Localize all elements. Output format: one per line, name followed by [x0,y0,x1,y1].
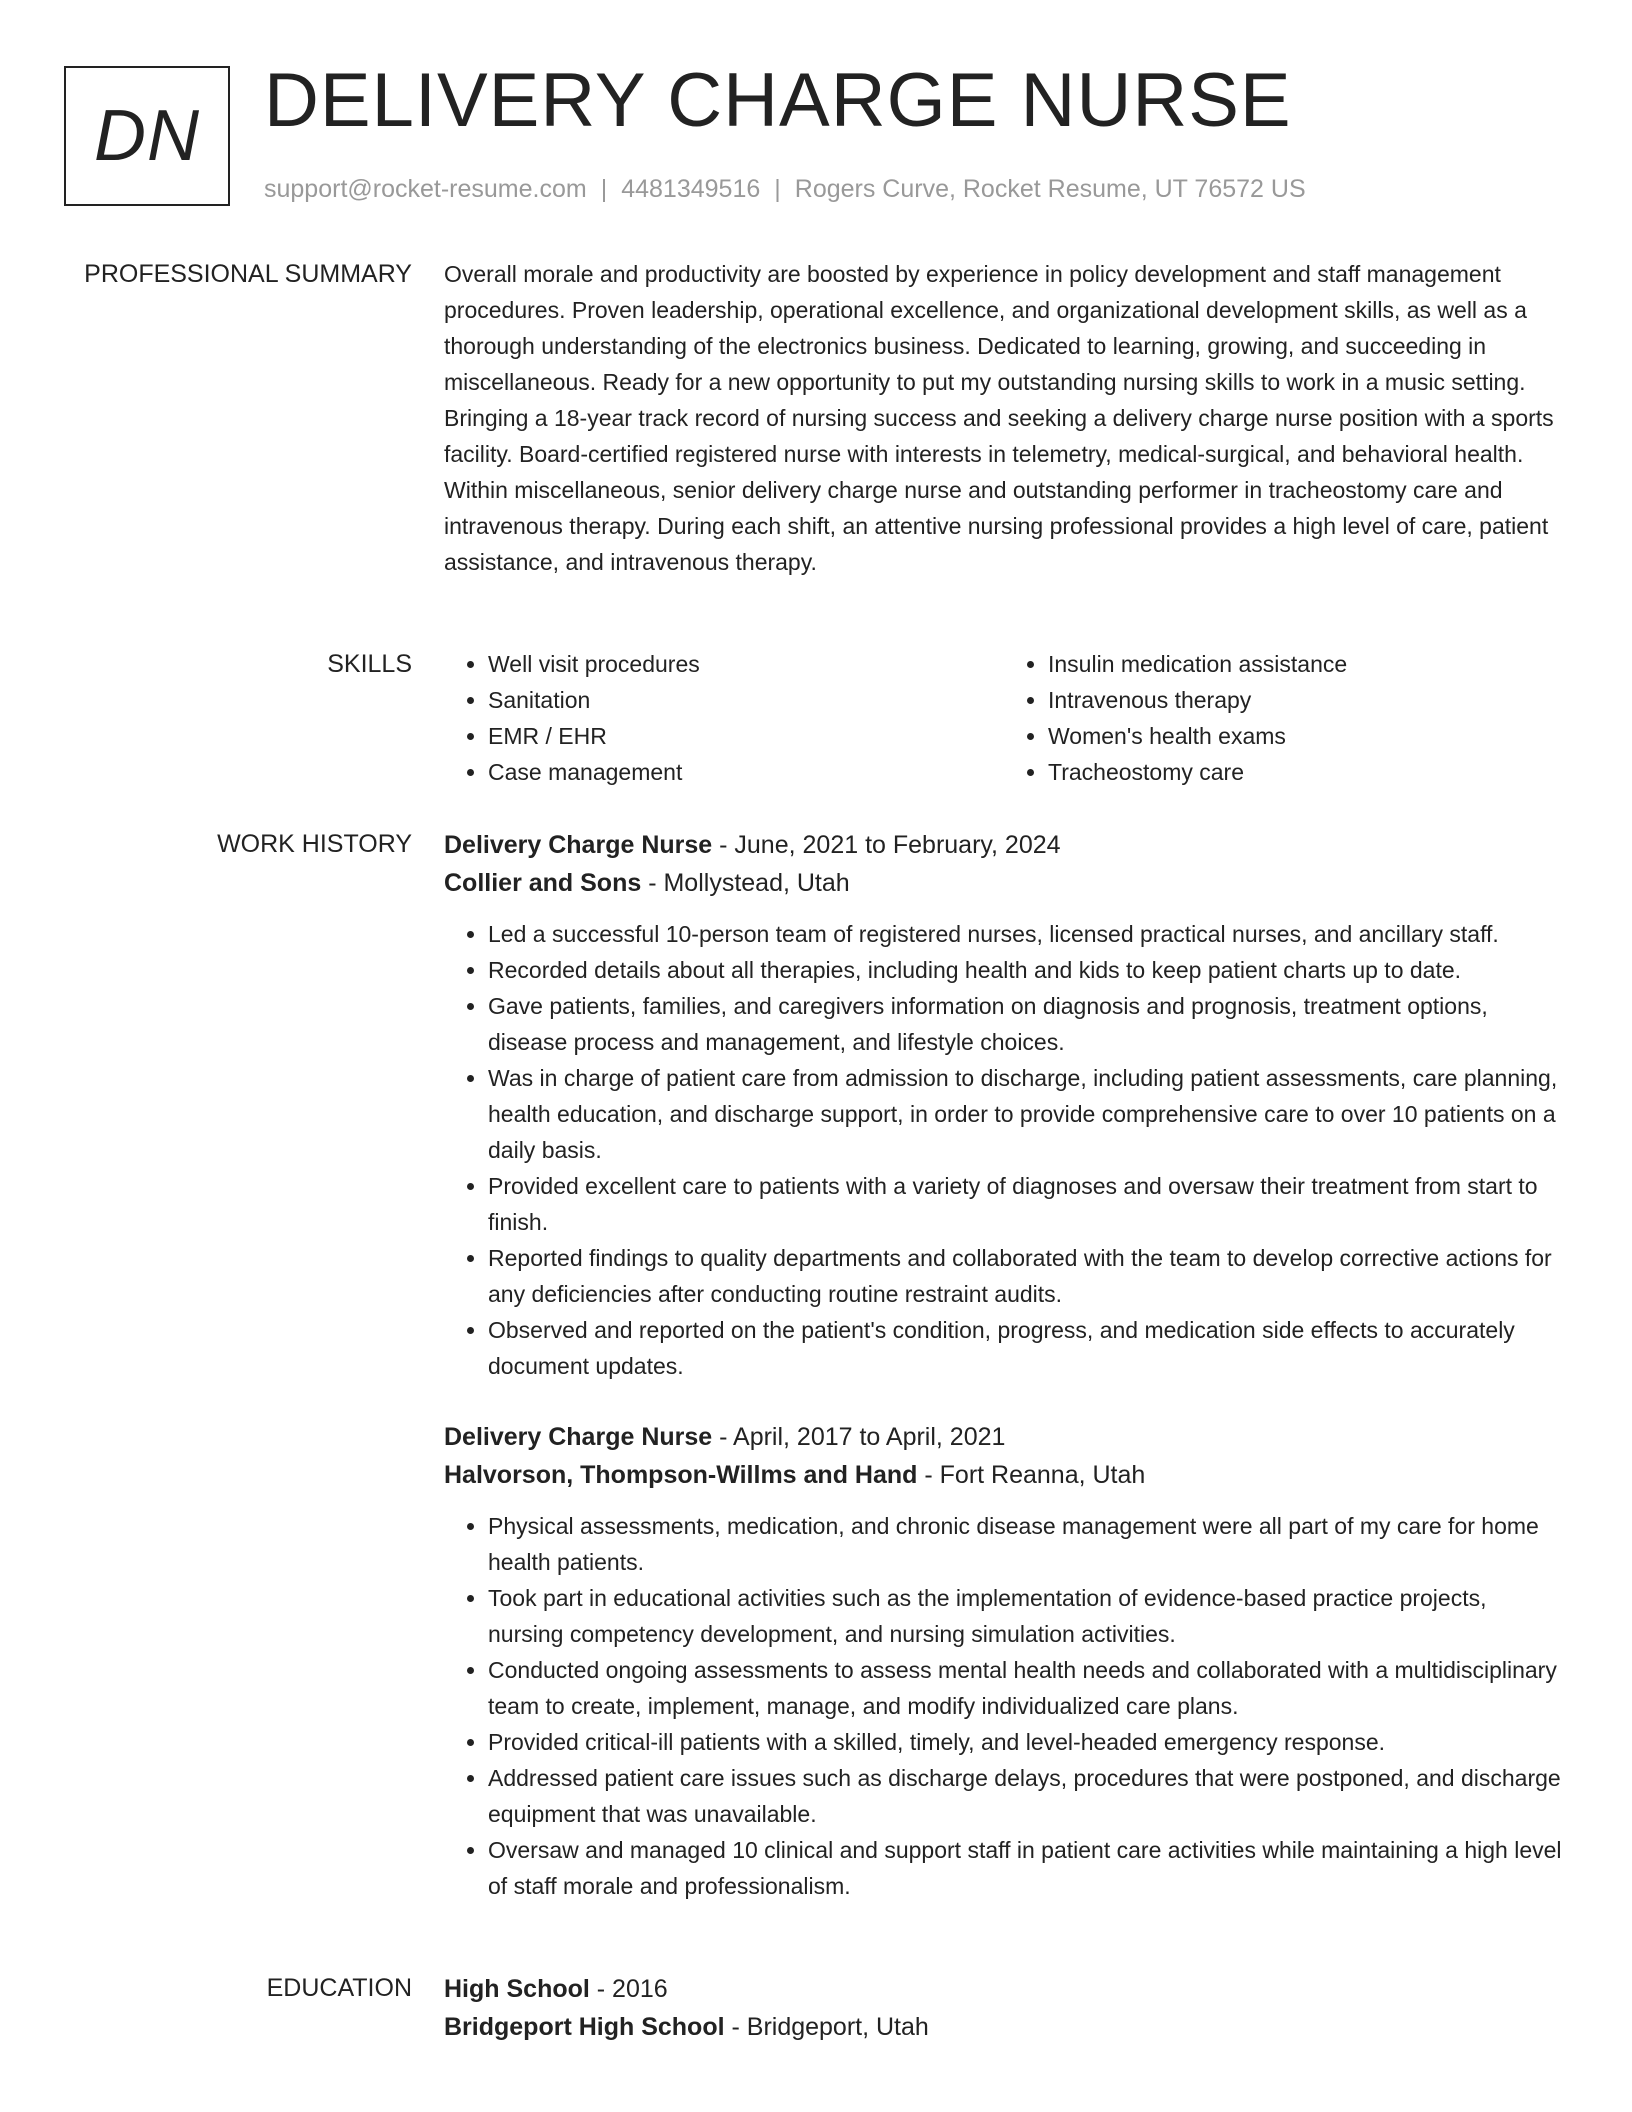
education-location: - Bridgeport, Utah [724,2013,929,2041]
education-content [444,1970,1564,2046]
job-bullet: • Took part in educational activities such as the implementation of evidence-based practice projects, nursing competency development, and nursing simulation activities. [488,1580,1564,1652]
skills-list-right [1004,646,1564,790]
skill-item: • Women's health exams [1048,718,1564,754]
contact-phone[interactable]: 4481349516 [621,175,761,203]
section-label-education: EDUCATION [266,1974,412,2002]
job-bullet: • Addressed patient care issues such as discharge delays, procedures that were postponed, and discharge equipment that was unavailable. [488,1760,1564,1832]
job-dates: - June, 2021 to February, 2024 [712,831,1061,859]
job-bullet: • Led a successful 10-person team of registered nurses, licensed practical nurses, and ancillary staff. [488,916,1564,952]
job-bullet: • Gave patients, families, and caregivers information on diagnosis and prognosis, treatment options, disease process and management, and lifestyle choices. [488,988,1564,1060]
summary-content [444,256,1564,580]
skill-item: • EMR / EHR [488,718,1004,754]
job-bullet: • Oversaw and managed 10 clinical and support staff in patient care activities while maintaining a high level of staff morale and professionalism. [488,1832,1564,1904]
contact-address: Rogers Curve, Rocket Resume, UT 76572 US [794,175,1306,203]
job-company: Collier and Sons [444,869,642,897]
job-bullet: • Conducted ongoing assessments to assess mental health needs and collaborated with a multidisciplinary team to create, implement, manage, and modify individualized care plans. [488,1652,1564,1724]
job-entry [444,1418,1564,1904]
skill-item: • Well visit procedures [488,646,1004,682]
job-location: - Fort Reanna, Utah [917,1461,1146,1489]
job-title-line [444,826,1564,864]
education-year: - 2016 [589,1975,668,2003]
job-dates: - April, 2017 to April, 2021 [712,1423,1006,1451]
contact-email[interactable]: support@rocket-resume.com [264,175,587,203]
summary-text: Overall morale and productivity are boosted by experience in policy development and staff management procedures. Proven leadership, operational excellence, and organizational development skills, as well as a thorough understanding of the electronics business. Dedicated to learning, growing, and succeeding in miscellaneous. Ready for a new opportunity to put my outstanding nursing skills to work in a music setting. Bringing a 18-year track record of nursing success and seeking a delivery charge nurse position with a sports facility. Board-certified registered nurse with interests in telemetry, medical-surgical, and behavioral health. Within miscellaneous, senior delivery charge nurse and outstanding performer in tracheostomy care and intravenous therapy. During each shift, an attentive nursing professional provides a high level of care, patient assistance, and intravenous therapy. [444,261,1554,575]
job-bullets [444,1508,1564,1904]
separator: | [600,175,608,203]
skills-list-left [444,646,1004,790]
skills-content [444,646,1564,790]
separator: | [774,175,781,203]
job-company-line [444,864,1564,902]
job-bullet: • Provided excellent care to patients with a variety of diagnoses and oversaw their treatment from start to finish. [488,1168,1564,1240]
skill-item: • Intravenous therapy [1048,682,1564,718]
job-bullet: • Recorded details about all therapies, including health and kids to keep patient charts up to date. [488,952,1564,988]
job-title: Delivery Charge Nurse [444,831,713,859]
education-school: Bridgeport High School [444,2013,725,2041]
skill-item: • Sanitation [488,682,1004,718]
job-bullet: • Was in charge of patient care from admission to discharge, including patient assessments, care planning, health education, and discharge support, in order to provide comprehensive care to over 10 patients on a daily basis. [488,1060,1564,1168]
job-bullets [444,916,1564,1384]
job-bullet: • Reported findings to quality departments and collaborated with the team to develop corrective actions for any deficiencies after conducting routine restraint audits. [488,1240,1564,1312]
job-title-line [444,1418,1564,1456]
skill-item: • Insulin medication assistance [1048,646,1564,682]
job-company-line [444,1456,1564,1494]
monogram-logo: DN [64,66,230,206]
section-label-summary: PROFESSIONAL SUMMARY [84,260,412,288]
job-bullet: • Observed and reported on the patient's condition, progress, and medication side effects to accurately document updates. [488,1312,1564,1384]
skill-item: • Tracheostomy care [1048,754,1564,790]
section-label-skills: SKILLS [327,650,412,678]
job-title: Delivery Charge Nurse [444,1423,713,1451]
job-entry [444,826,1564,1384]
contact-line [264,174,1306,204]
job-location: - Mollystead, Utah [641,869,850,897]
work-history-content [444,826,1564,1904]
education-degree-line [444,1970,1564,2008]
education-degree: High School [444,1975,590,2003]
resume-title: DELIVERY CHARGE NURSE [264,58,1292,143]
job-bullet: • Physical assessments, medication, and chronic disease management were all part of my care for home health patients. [488,1508,1564,1580]
section-label-work-history: WORK HISTORY [217,830,412,858]
education-school-line [444,2008,1564,2046]
job-bullet: • Provided critical-ill patients with a skilled, timely, and level-headed emergency response. [488,1724,1564,1760]
job-company: Halvorson, Thompson-Willms and Hand [444,1461,918,1489]
skill-item: • Case management [488,754,1004,790]
